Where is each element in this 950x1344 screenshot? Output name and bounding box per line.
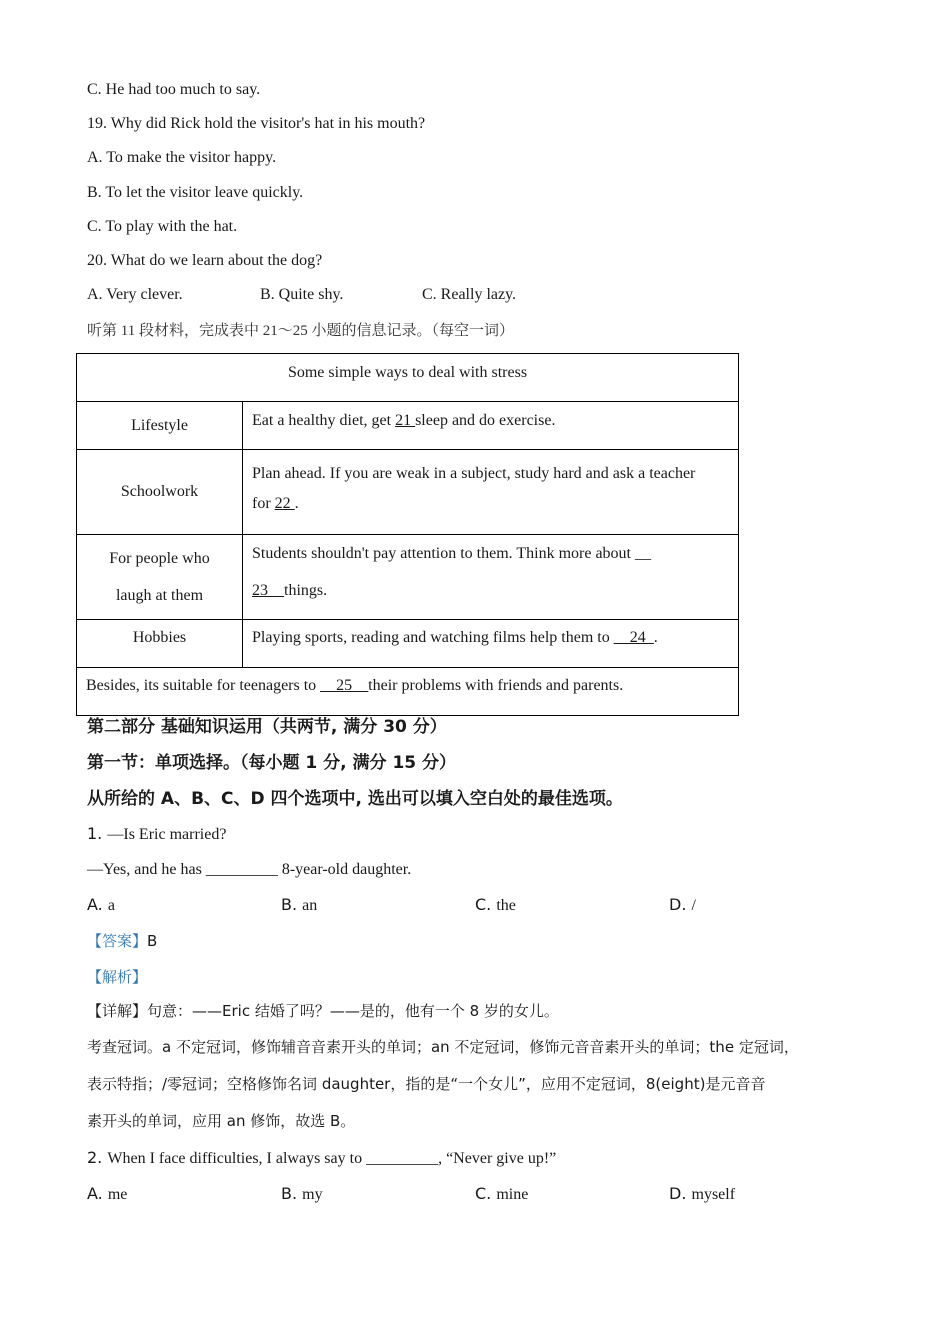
text: When I face difficulties, I always say to _________, “Never give up!” [107, 1150, 557, 1167]
text: for [252, 495, 275, 512]
table-row [77, 450, 739, 535]
q2-option-d [669, 1184, 735, 1205]
option-text: an [302, 897, 318, 914]
text: Students shouldn't pay attention to them. Think more about __ [252, 545, 651, 562]
q1-option-c [475, 895, 516, 916]
q1-line1 [87, 824, 226, 845]
table-row [77, 535, 739, 620]
table-row [77, 620, 739, 668]
q20-question: 20. What do we learn about the dog? [87, 252, 323, 269]
option-text: mine [496, 1186, 529, 1203]
q19-option-c: C. To play with the hat. [87, 218, 238, 235]
option-letter: C. [475, 1184, 497, 1203]
q2-option-a [87, 1184, 127, 1205]
option-letter: A. [87, 1184, 108, 1203]
option-letter: C. [475, 895, 497, 914]
option-letter: D. [669, 895, 692, 914]
section1-heading: 第一节：单项选择。（每小题 1 分, 满分 15 分） [87, 753, 457, 773]
section1-instruction: 从所给的 A、B、C、D 四个选项中, 选出可以填入空白处的最佳选项。 [87, 789, 623, 809]
blank-21: 21 [395, 412, 416, 429]
blank-25: __25__ [320, 677, 369, 694]
label-text: Lifestyle [131, 416, 188, 434]
q20-option-c: C. Really lazy. [422, 286, 517, 303]
q20-option-b: B. Quite shy. [260, 286, 344, 303]
text: Playing sports, reading and watching films help them to [252, 629, 614, 646]
row-label-lifestyle [77, 402, 243, 450]
q1-explain-line1: 考查冠词。a 不定冠词，修饰辅音音素开头的单词；an 不定冠词，修饰元音音素开头的单词；the 定冠词， [87, 1038, 799, 1056]
text: Besides, its suitable for teenagers to [86, 677, 321, 694]
text: . [294, 495, 299, 512]
label-text: Schoolwork [120, 483, 199, 500]
answer-tag: 【答案】 [87, 932, 148, 950]
row-label-schoolwork [77, 450, 243, 535]
q1-explain-line3: 素开头的单词，应用 an 修饰，故选 B。 [87, 1112, 356, 1130]
row-content-schoolwork [243, 450, 739, 535]
blank-23: 23__ [252, 582, 284, 599]
table-row [77, 402, 739, 450]
text: Plan ahead. If you are weak in a subject, study hard and ask a teacher [252, 465, 696, 482]
option-text: the [496, 897, 516, 914]
question-number: 1. [87, 824, 108, 843]
blank-24: __24_ [613, 629, 654, 646]
passage11-instruction: 听第 11 段材料，完成表中 21～25 小题的信息记录。（每空一词） [87, 323, 514, 339]
q19-option-b: B. To let the visitor leave quickly. [87, 184, 304, 201]
table-title-text: Some simple ways to deal with stress [287, 364, 528, 381]
option-text: me [107, 1186, 128, 1203]
q1-option-d [669, 895, 696, 916]
label-text: Hobbies [132, 629, 187, 646]
q1-detail [87, 1001, 559, 1021]
row-content-besides [77, 668, 739, 716]
label-text: laugh at them [115, 587, 204, 604]
text: their problems with friends and parents. [368, 677, 624, 694]
q20-option-a: A. Very clever. [87, 286, 183, 303]
text: —Is Eric married? [107, 826, 227, 843]
text: sleep and do exercise. [415, 412, 556, 429]
row-content-people [243, 535, 739, 620]
option-text: a [107, 897, 115, 914]
row-content-lifestyle [243, 402, 739, 450]
q2-option-c [475, 1184, 528, 1205]
text: things. [284, 582, 328, 599]
option-letter: D. [669, 1184, 692, 1203]
blank-22: 22 [274, 495, 295, 512]
row-label-people [77, 535, 243, 620]
row-content-hobbies [243, 620, 739, 668]
q1-option-b [281, 895, 317, 916]
option-text: my [302, 1186, 323, 1203]
answer-value: B [147, 932, 158, 950]
stress-table [76, 353, 739, 716]
question-number: 2. [87, 1148, 108, 1167]
q1-analysis-tag: 【解析】 [87, 968, 148, 986]
q1-option-a [87, 895, 115, 916]
table-title [77, 354, 739, 402]
option-letter: A. [87, 895, 108, 914]
text: . [653, 629, 658, 646]
q18-option-c: C. He had too much to say. [87, 81, 261, 98]
q19-option-a: A. To make the visitor happy. [87, 149, 277, 166]
part2-heading: 第二部分 基础知识运用（共两节, 满分 30 分） [87, 717, 447, 737]
q2-question [87, 1148, 556, 1169]
q1-explain-line2: 表示特指；/零冠词；空格修饰名词 daughter，指的是“一个女儿”，应用不定冠词，8(eight)是元音音 [87, 1075, 766, 1093]
option-letter: B. [281, 895, 303, 914]
q19-question: 19. Why did Rick hold the visitor's hat in his mouth? [87, 115, 426, 132]
option-letter: B. [281, 1184, 303, 1203]
q1-answer [87, 931, 157, 951]
row-label-hobbies [77, 620, 243, 668]
label-text: For people who [109, 550, 210, 567]
detail-tag: 【详解】 [87, 1002, 148, 1020]
detail-text: 句意：——Eric 结婚了吗？——是的，他有一个 8 岁的女儿。 [147, 1002, 559, 1020]
table-row [77, 668, 739, 716]
text: Eat a healthy diet, get [252, 412, 396, 429]
option-text: / [691, 897, 696, 914]
option-text: myself [691, 1186, 736, 1203]
q1-line2: —Yes, and he has _________ 8-year-old daughter. [87, 861, 412, 878]
q2-option-b [281, 1184, 323, 1205]
